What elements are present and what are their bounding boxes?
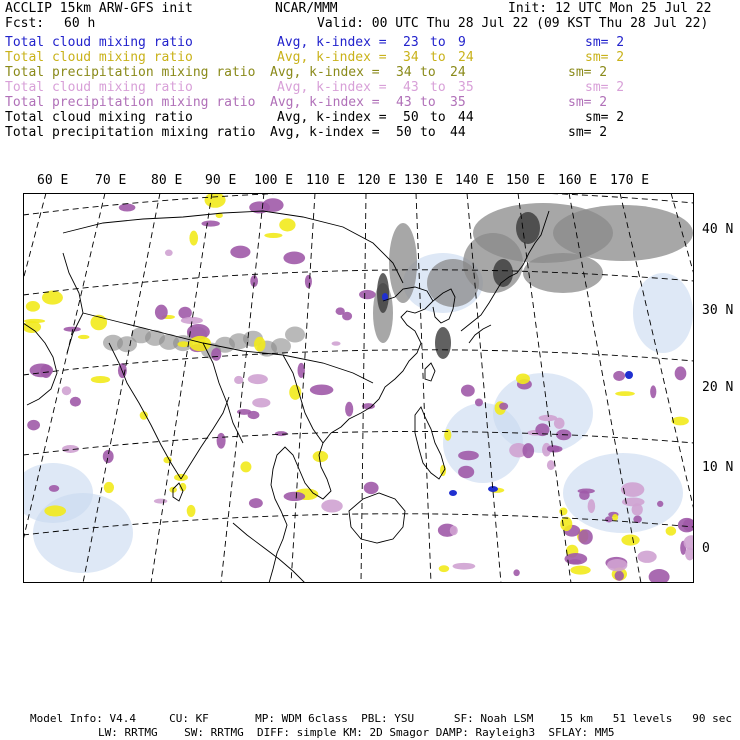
longitude-label: 70 E [95, 173, 127, 188]
field-name: Total cloud mixing ratio [5, 110, 193, 125]
light-cloud-haze [443, 403, 523, 483]
dark-cloud-core [516, 212, 540, 244]
purple-precip-patch [217, 433, 226, 449]
longitude-label: 170 E [610, 173, 650, 188]
avg-label: Avg, k-index = [270, 125, 380, 140]
purple-precip-patch [345, 402, 353, 417]
to-label: to [420, 125, 436, 140]
yellow-cloud-patch [560, 517, 572, 531]
avg-label: Avg, k-index = [277, 35, 387, 50]
k-to: 24 [458, 50, 474, 65]
k-from: 43 [403, 80, 419, 95]
light-purple-patch [332, 341, 341, 345]
dark-cloud-core [435, 327, 451, 359]
k-to: 24 [450, 65, 466, 80]
avg-label: Avg, k-index = [270, 65, 380, 80]
organization-label: NCAR/MMM [275, 1, 338, 16]
latitude-label: 10 N [702, 460, 734, 475]
yellow-cloud-patch [612, 514, 618, 521]
yellow-cloud-patch [671, 417, 688, 426]
light-cloud-haze [633, 273, 693, 353]
blue-cloud-cell [625, 371, 633, 379]
purple-precip-patch [30, 364, 54, 378]
plot-header [0, 0, 740, 145]
to-label: to [420, 95, 436, 110]
purple-precip-patch [70, 397, 81, 407]
field-name: Total cloud mixing ratio [5, 35, 193, 50]
model-info-line-2: LW: RRTMG SW: RRTMG DIFF: simple KM: 2D Smagor DAMP: Rayleigh3 SFLAY: MM5 [98, 726, 615, 739]
valid-time: Valid: 00 UTC Thu 28 Jul 22 (09 KST Thu 28 Jul 22) [317, 16, 709, 31]
light-purple-patch [547, 460, 555, 470]
purple-precip-patch [458, 451, 479, 461]
purple-precip-patch [305, 275, 312, 288]
purple-precip-patch [27, 420, 40, 430]
longitude-label: 60 E [37, 173, 69, 188]
light-purple-patch [62, 386, 71, 395]
k-from: 43 [396, 95, 412, 110]
init-time: Init: 12 UTC Mon 25 Jul 22 [508, 1, 712, 16]
k-from: 50 [403, 110, 419, 125]
purple-precip-patch [475, 398, 483, 406]
yellow-cloud-patch [313, 451, 328, 462]
forecast-hour: 60 h [64, 16, 96, 31]
to-label: to [430, 80, 446, 95]
light-purple-patch [607, 559, 627, 571]
purple-precip-patch [461, 385, 475, 397]
yellow-cloud-patch [439, 565, 449, 572]
sm-label: sm= 2 [585, 50, 625, 65]
yellow-cloud-patch [666, 526, 677, 535]
light-cloud-haze [33, 493, 133, 573]
purple-precip-patch [275, 431, 287, 436]
longitude-label: 90 E [205, 173, 237, 188]
longitude-label: 120 E [357, 173, 397, 188]
longitude-label: 80 E [151, 173, 183, 188]
purple-precip-patch [342, 312, 352, 321]
longitude-label: 150 E [506, 173, 546, 188]
yellow-cloud-patch [44, 505, 66, 516]
k-to: 44 [450, 125, 466, 140]
longitude-label: 140 E [455, 173, 495, 188]
to-label: to [430, 35, 446, 50]
light-purple-patch [453, 563, 476, 570]
purple-precip-patch [657, 501, 663, 507]
purple-precip-patch [283, 252, 305, 265]
longitude-label: 100 E [254, 173, 294, 188]
purple-precip-patch [211, 348, 221, 361]
light-purple-patch [165, 249, 173, 256]
longitude-label: 110 E [306, 173, 346, 188]
purple-precip-patch [284, 492, 306, 501]
sm-label: sm= 2 [568, 65, 608, 80]
model-info-line-1: Model Info: V4.4 CU: KF MP: WDM 6class PBL: YSU SF: Noah LSM 15 km 51 levels 90 sec [30, 712, 732, 725]
avg-label: Avg, k-index = [277, 110, 387, 125]
longitude-label: 160 E [558, 173, 598, 188]
yellow-cloud-patch [279, 218, 295, 231]
light-purple-patch [685, 547, 694, 560]
yellow-cloud-patch [621, 534, 639, 545]
purple-precip-patch [650, 385, 656, 398]
purple-precip-patch [579, 490, 590, 500]
purple-precip-patch [249, 498, 263, 508]
purple-precip-patch [310, 385, 334, 396]
dark-cloud-core [377, 273, 389, 313]
yellow-cloud-patch [205, 193, 226, 208]
k-to: 9 [458, 35, 466, 50]
yellow-cloud-patch [104, 482, 114, 493]
purple-precip-patch [499, 403, 508, 410]
avg-label: Avg, k-index = [270, 95, 380, 110]
sm-label: sm= 2 [585, 110, 625, 125]
sm-label: sm= 2 [568, 125, 608, 140]
yellow-cloud-patch [189, 231, 198, 246]
model-title: ACCLIP 15km ARW-GFS init [5, 1, 193, 16]
k-from: 34 [403, 50, 419, 65]
yellow-cloud-patch [187, 505, 196, 517]
purple-precip-patch [103, 450, 114, 463]
purple-precip-patch [49, 485, 59, 492]
latitude-label: 0 [702, 541, 710, 556]
light-purple-patch [621, 482, 644, 497]
yellow-cloud-patch [440, 465, 446, 476]
purple-precip-patch [513, 569, 519, 576]
light-purple-patch [248, 374, 268, 384]
blue-cloud-cell [449, 490, 457, 496]
purple-precip-patch [605, 516, 613, 522]
k-to: 35 [458, 80, 474, 95]
yellow-cloud-patch [570, 566, 590, 575]
to-label: to [430, 50, 446, 65]
light-purple-patch [450, 526, 458, 536]
gray-cloud-area [553, 205, 693, 261]
purple-precip-patch [202, 221, 220, 227]
purple-precip-patch [230, 246, 250, 259]
k-from: 34 [396, 65, 412, 80]
k-from: 50 [396, 125, 412, 140]
light-purple-patch [154, 499, 167, 504]
weather-map [23, 193, 694, 583]
avg-label: Avg, k-index = [277, 50, 387, 65]
field-name: Total cloud mixing ratio [5, 80, 193, 95]
dark-cloud-core [493, 259, 513, 287]
yellow-cloud-patch [78, 335, 90, 339]
purple-precip-patch [613, 371, 625, 381]
yellow-cloud-patch [444, 429, 451, 441]
forecast-label: Fcst: [5, 16, 45, 31]
yellow-cloud-patch [24, 319, 45, 323]
field-name: Total precipitation mixing ratio [5, 95, 256, 110]
yellow-cloud-patch [174, 474, 188, 481]
field-name: Total precipitation mixing ratio [5, 65, 256, 80]
purple-precip-patch [458, 466, 474, 478]
sm-label: sm= 2 [568, 95, 608, 110]
field-name: Total precipitation mixing ratio [5, 125, 256, 140]
field-name: Total cloud mixing ratio [5, 50, 193, 65]
light-purple-patch [321, 500, 342, 513]
to-label: to [430, 110, 446, 125]
gray-cloud-area [271, 338, 291, 354]
yellow-cloud-patch [26, 301, 40, 312]
k-from: 23 [403, 35, 419, 50]
yellow-cloud-patch [254, 337, 265, 352]
purple-precip-patch [155, 305, 168, 320]
purple-precip-patch [119, 204, 136, 212]
purple-precip-patch [359, 290, 376, 299]
latitude-label: 30 N [702, 303, 734, 318]
to-label: to [420, 65, 436, 80]
sm-label: sm= 2 [585, 35, 625, 50]
yellow-cloud-patch [559, 507, 567, 515]
yellow-cloud-patch [516, 373, 530, 384]
k-to: 35 [450, 95, 466, 110]
purple-precip-patch [522, 443, 534, 458]
avg-label: Avg, k-index = [277, 80, 387, 95]
yellow-cloud-patch [289, 385, 301, 400]
purple-precip-patch [615, 571, 624, 581]
longitude-label: 130 E [404, 173, 444, 188]
latitude-label: 40 N [702, 222, 734, 237]
light-purple-patch [588, 499, 595, 513]
light-purple-patch [234, 376, 243, 384]
purple-precip-patch [237, 409, 251, 415]
yellow-cloud-patch [240, 461, 251, 472]
yellow-cloud-patch [264, 233, 282, 238]
yellow-cloud-patch [615, 391, 635, 396]
light-purple-patch [637, 551, 656, 563]
latitude-label: 20 N [702, 380, 734, 395]
purple-precip-patch [364, 482, 379, 494]
yellow-cloud-patch [91, 376, 110, 383]
k-to: 44 [458, 110, 474, 125]
purple-precip-patch [675, 366, 687, 380]
purple-precip-patch [578, 529, 592, 544]
sm-label: sm= 2 [585, 80, 625, 95]
gray-cloud-area [285, 327, 305, 343]
light-purple-patch [252, 398, 270, 408]
